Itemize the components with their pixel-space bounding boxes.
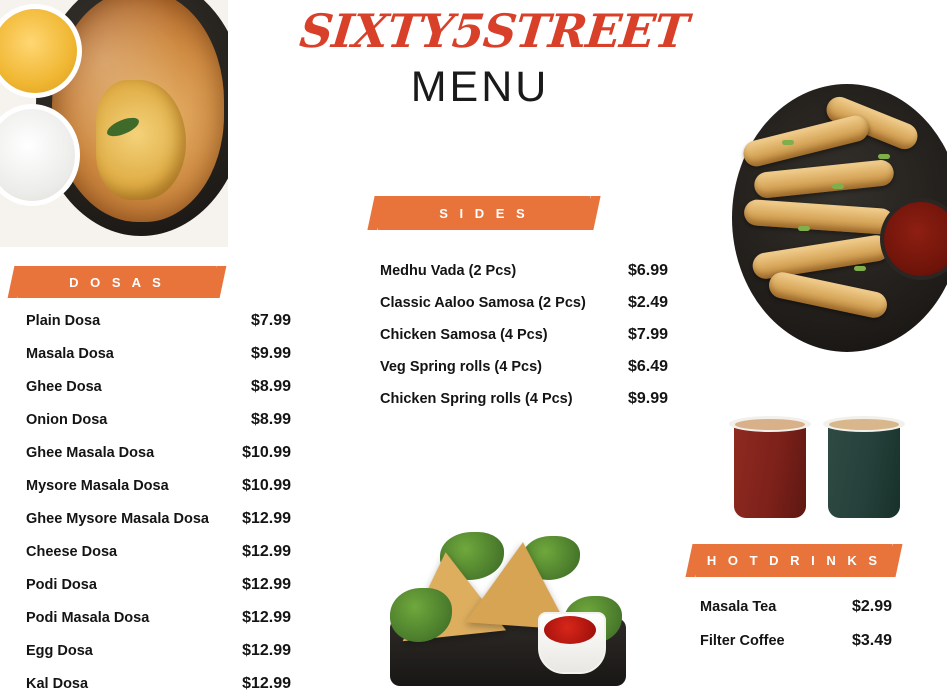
menu-item-row <box>26 510 291 543</box>
spring-rolls-photo <box>728 70 947 370</box>
menu-item-price: $12.99 <box>242 543 291 560</box>
section-banner-dosas: D O S A S <box>18 266 216 298</box>
dosa-platter-photo <box>0 0 228 247</box>
scallion-shape <box>832 184 844 189</box>
menu-item-name: Mysore Masala Dosa <box>26 478 169 494</box>
menu-item-name: Masala Dosa <box>26 346 114 362</box>
menu-item-name: Podi Dosa <box>26 577 97 593</box>
samosas-photo <box>382 500 630 700</box>
menu-item-row <box>700 598 892 632</box>
menu-item-row <box>26 378 291 411</box>
menu-item-row <box>380 294 668 326</box>
menu-item-row <box>26 576 291 609</box>
menu-item-row <box>26 642 291 675</box>
menu-item-price: $2.99 <box>851 598 892 615</box>
menu-item-name: Filter Coffee <box>700 633 785 649</box>
section-banner-hot-drinks: H O T D R I N K S <box>696 544 892 577</box>
ketchup-shape <box>544 616 596 644</box>
tea-cup-shape <box>734 422 806 518</box>
menu-item-price: $3.49 <box>851 632 892 649</box>
menu-item-price: $8.99 <box>250 411 291 428</box>
menu-item-name: Plain Dosa <box>26 313 101 329</box>
menu-item-price: $7.99 <box>250 312 291 329</box>
menu-item-row <box>26 345 291 378</box>
menu-item-price: $9.99 <box>250 345 291 362</box>
menu-item-name: Egg Dosa <box>26 643 93 659</box>
menu-list-dosas <box>26 312 291 700</box>
menu-item-name: Chicken Samosa (4 Pcs) <box>380 327 548 343</box>
menu-item-price: $10.99 <box>242 444 291 461</box>
menu-list-sides <box>380 262 668 422</box>
menu-item-price: $12.99 <box>242 609 291 626</box>
menu-item-price: $10.99 <box>242 477 291 494</box>
menu-item-price: $2.49 <box>627 294 668 311</box>
menu-item-name: Podi Masala Dosa <box>26 610 150 626</box>
hot-drinks-photo <box>724 396 924 524</box>
menu-item-row <box>26 411 291 444</box>
menu-item-name: Ghee Masala Dosa <box>26 445 155 461</box>
menu-item-price: $12.99 <box>242 576 291 593</box>
menu-item-row <box>700 632 892 666</box>
menu-item-price: $12.99 <box>242 642 291 659</box>
menu-item-name: Medhu Vada (2 Pcs) <box>380 263 517 279</box>
scallion-shape <box>854 266 866 271</box>
menu-item-row <box>26 444 291 477</box>
restaurant-name: SIXTY5STREET <box>297 4 691 58</box>
menu-item-row <box>380 390 668 422</box>
menu-item-name: Classic Aaloo Samosa (2 Pcs) <box>380 295 586 311</box>
menu-item-row <box>26 312 291 345</box>
menu-item-row <box>380 326 668 358</box>
menu-title: MENU <box>410 63 550 111</box>
menu-item-name: Cheese Dosa <box>26 544 118 560</box>
menu-item-name: Kal Dosa <box>26 676 89 692</box>
scallion-shape <box>782 140 794 145</box>
menu-item-price: $9.99 <box>627 390 668 407</box>
menu-item-row <box>26 477 291 510</box>
coffee-surface-shape <box>829 419 899 430</box>
dosa-filling-shape <box>96 80 186 200</box>
menu-item-price: $12.99 <box>242 675 291 692</box>
menu-item-name: Ghee Mysore Masala Dosa <box>26 511 209 527</box>
menu-item-price: $12.99 <box>242 510 291 527</box>
menu-item-name: Ghee Dosa <box>26 379 102 395</box>
menu-item-name: Masala Tea <box>700 599 777 615</box>
menu-item-price: $6.49 <box>627 358 668 375</box>
menu-item-row <box>380 358 668 390</box>
menu-item-name: Onion Dosa <box>26 412 108 428</box>
menu-item-price: $7.99 <box>627 326 668 343</box>
menu-item-row <box>26 675 291 700</box>
scallion-shape <box>878 154 890 159</box>
menu-item-price: $8.99 <box>250 378 291 395</box>
scallion-shape <box>798 226 810 231</box>
brand-header <box>297 4 691 111</box>
menu-item-row <box>380 262 668 294</box>
menu-item-name: Veg Spring rolls (4 Pcs) <box>380 359 542 375</box>
menu-item-row <box>26 543 291 576</box>
section-banner-sides: S I D E S <box>378 196 590 230</box>
menu-item-name: Chicken Spring rolls (4 Pcs) <box>380 391 573 407</box>
tea-surface-shape <box>735 419 805 430</box>
menu-item-row <box>26 609 291 642</box>
coffee-cup-shape <box>828 422 900 518</box>
menu-list-hot-drinks <box>700 598 892 666</box>
menu-item-price: $6.99 <box>627 262 668 279</box>
